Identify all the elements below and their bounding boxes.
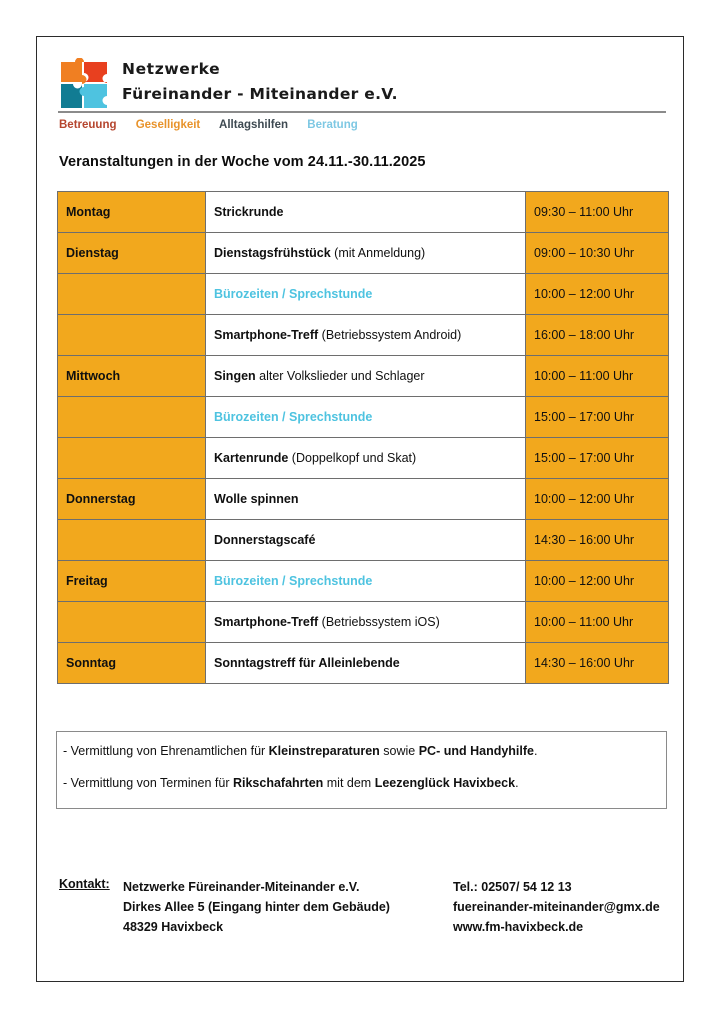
service-note xyxy=(63,744,658,758)
cell-day: Montag xyxy=(58,192,206,233)
cell-day: Sonntag xyxy=(58,643,206,684)
cell-time: 16:00 – 18:00 Uhr xyxy=(526,315,669,356)
event-detail: alter Volkslieder und Schlager xyxy=(255,369,425,383)
page-header xyxy=(58,57,668,119)
note-suffix: . xyxy=(534,744,538,758)
cell-day xyxy=(58,315,206,356)
event-office-hours: Bürozeiten / Sprechstunde xyxy=(214,287,373,301)
service-nav xyxy=(59,119,659,139)
event-title: Donnerstagscafé xyxy=(214,533,316,547)
table-row xyxy=(58,233,669,274)
event-office-hours: Bürozeiten / Sprechstunde xyxy=(214,574,373,588)
event-title: Sonntagstreff für Alleinlebende xyxy=(214,656,400,670)
contact-city: 48329 Havixbeck xyxy=(123,920,224,934)
puzzle-logo-icon xyxy=(58,58,110,112)
cell-time: 10:00 – 12:00 Uhr xyxy=(526,274,669,315)
table-row xyxy=(58,561,669,602)
cell-event xyxy=(206,356,526,397)
cell-time: 15:00 – 17:00 Uhr xyxy=(526,397,669,438)
table-row xyxy=(58,315,669,356)
cell-time: 09:30 – 11:00 Uhr xyxy=(526,192,669,233)
cell-day: Mittwoch xyxy=(58,356,206,397)
header-divider xyxy=(58,111,666,113)
cell-event xyxy=(206,479,526,520)
note-highlight-2: PC- und Handyhilfe xyxy=(418,744,534,758)
cell-day: Dienstag xyxy=(58,233,206,274)
cell-event xyxy=(206,561,526,602)
cell-event xyxy=(206,315,526,356)
event-detail: (Betriebssystem Android) xyxy=(318,328,462,342)
event-title: Strickrunde xyxy=(214,205,284,219)
contact-details xyxy=(453,877,703,937)
event-title: Wolle spinnen xyxy=(214,492,299,506)
note-highlight-1: Kleinstreparaturen xyxy=(268,744,380,758)
cell-event xyxy=(206,397,526,438)
cell-event xyxy=(206,233,526,274)
cell-day: Donnerstag xyxy=(58,479,206,520)
page-title: Veranstaltungen in der Woche vom 24.11.-30.11.2025 xyxy=(59,154,426,170)
table-row xyxy=(58,356,669,397)
note-prefix: - Vermittlung von Terminen für xyxy=(63,776,233,790)
cell-day xyxy=(58,438,206,479)
contact-phone: Tel.: 02507/ 54 12 13 xyxy=(453,880,572,894)
cell-day xyxy=(58,602,206,643)
cell-day: Freitag xyxy=(58,561,206,602)
cell-event xyxy=(206,520,526,561)
event-title: Smartphone-Treff xyxy=(214,615,319,629)
table-row xyxy=(58,192,669,233)
note-highlight-2: Leezenglück Havixbeck xyxy=(374,776,516,790)
note-highlight-1: Rikschafahrten xyxy=(232,776,324,790)
event-title: Singen xyxy=(214,369,256,383)
event-office-hours: Bürozeiten / Sprechstunde xyxy=(214,410,373,424)
org-line-2: Füreinander - Miteinander e.V. xyxy=(122,85,398,103)
table-row xyxy=(58,643,669,684)
contact-label: Kontakt: xyxy=(59,877,110,891)
table-row xyxy=(58,274,669,315)
note-middle: mit dem xyxy=(323,776,375,790)
contact-website[interactable]: www.fm-havixbeck.de xyxy=(453,920,584,934)
cell-event xyxy=(206,274,526,315)
organisation-name xyxy=(122,57,662,107)
services-notes-box xyxy=(56,731,667,809)
flyer-page xyxy=(36,36,684,982)
table-row xyxy=(58,438,669,479)
event-title: Smartphone-Treff xyxy=(214,328,319,342)
event-detail: (Betriebssystem iOS) xyxy=(318,615,440,629)
table-row xyxy=(58,602,669,643)
cell-event xyxy=(206,643,526,684)
event-title: Dienstagsfrühstück xyxy=(214,246,331,260)
nav-item-beratung[interactable]: Beratung xyxy=(307,119,358,131)
contact-street: Dirkes Allee 5 (Eingang hinter dem Gebäude) xyxy=(123,900,390,914)
table-row xyxy=(58,479,669,520)
table-row xyxy=(58,520,669,561)
service-note xyxy=(63,776,658,790)
cell-time: 10:00 – 11:00 Uhr xyxy=(526,602,669,643)
schedule-table xyxy=(57,191,669,684)
note-middle: sowie xyxy=(379,744,419,758)
note-suffix: . xyxy=(515,776,519,790)
nav-item-alltagshilfen[interactable]: Alltagshilfen xyxy=(219,119,289,131)
cell-time: 15:00 – 17:00 Uhr xyxy=(526,438,669,479)
cell-event xyxy=(206,602,526,643)
cell-event xyxy=(206,438,526,479)
cell-time: 09:00 – 10:30 Uhr xyxy=(526,233,669,274)
note-prefix: - Vermittlung von Ehrenamtlichen für xyxy=(63,744,269,758)
nav-item-geselligkeit[interactable]: Geselligkeit xyxy=(135,119,201,131)
contact-address xyxy=(123,877,453,937)
event-detail: (mit Anmeldung) xyxy=(330,246,426,260)
table-row xyxy=(58,397,669,438)
nav-item-betreuung[interactable]: Betreuung xyxy=(59,119,117,131)
cell-time: 10:00 – 12:00 Uhr xyxy=(526,561,669,602)
event-detail: (Doppelkopf und Skat) xyxy=(288,451,417,465)
cell-time: 10:00 – 12:00 Uhr xyxy=(526,479,669,520)
event-title: Kartenrunde xyxy=(214,451,289,465)
org-line-1: Netzwerke xyxy=(122,60,221,78)
contact-org-name: Netzwerke Füreinander-Miteinander e.V. xyxy=(123,880,360,894)
contact-email[interactable]: fuereinander-miteinander@gmx.de xyxy=(453,900,660,914)
cell-time: 10:00 – 11:00 Uhr xyxy=(526,356,669,397)
cell-time: 14:30 – 16:00 Uhr xyxy=(526,643,669,684)
cell-day xyxy=(58,520,206,561)
cell-event xyxy=(206,192,526,233)
cell-time: 14:30 – 16:00 Uhr xyxy=(526,520,669,561)
cell-day xyxy=(58,397,206,438)
cell-day xyxy=(58,274,206,315)
schedule-body xyxy=(58,192,669,684)
